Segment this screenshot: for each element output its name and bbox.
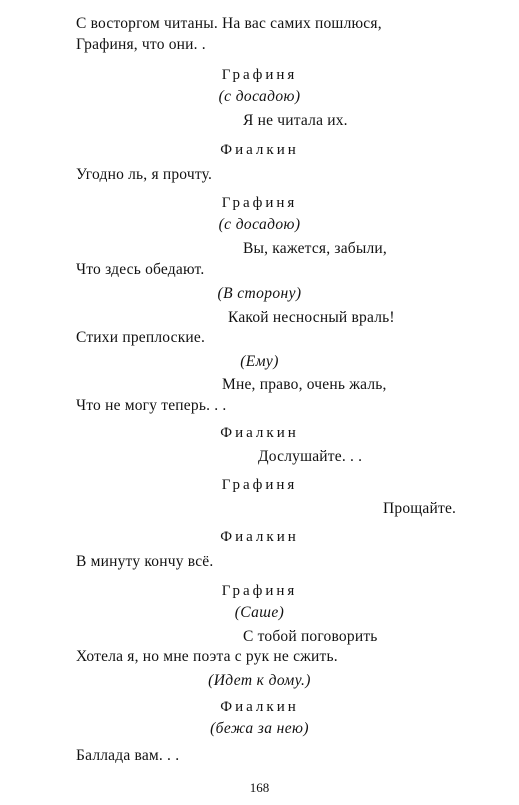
verse-line: Что здесь обедают. [76,261,205,278]
verse-line: Какой несносный враль! [228,309,395,326]
verse-line: Хотела я, но мне поэта с рук не сжить. [76,648,338,665]
speaker-name: Графиня [221,583,298,599]
verse-line: С восторгом читаны. На вас самих пошлюся, [76,15,382,32]
stage-direction: (бежа за нею) [210,720,309,737]
speaker-name: Фиалкин [220,529,299,545]
speaker-name: Фиалкин [220,142,299,158]
verse-line: Что не могу теперь. . . [76,397,227,414]
stage-direction: (с досадою) [218,88,301,105]
stage-direction: (Идет к дому.) [208,672,311,689]
verse-line: Угодно ль, я прочту. [76,166,213,183]
stage-direction: (Саше) [234,604,285,621]
page-number: 168 [249,780,270,795]
speaker-name: Графиня [221,477,298,493]
verse-line: Стихи преплоские. [76,329,206,346]
verse-line: Прощайте. [383,500,457,517]
verse-line: Графиня, что они. . [76,36,206,53]
verse-line: В минуту кончу всё. [76,553,214,570]
speaker-name: Фиалкин [220,425,299,441]
verse-line: С тобой поговорить [243,628,378,645]
verse-line: Мне, право, очень жаль, [222,376,387,393]
verse-line: Вы, кажется, забыли, [243,240,387,257]
stage-direction: (В сторону) [217,285,302,302]
stage-direction: (Ему) [240,353,279,370]
verse-line: Дослушайте. . . [258,448,363,465]
speaker-name: Графиня [221,195,298,211]
speaker-name: Графиня [221,67,298,83]
verse-line: Я не читала их. [243,112,348,129]
speaker-name: Фиалкин [220,699,299,715]
verse-line: Баллада вам. . . [76,747,180,764]
stage-direction: (с досадою) [218,216,301,233]
